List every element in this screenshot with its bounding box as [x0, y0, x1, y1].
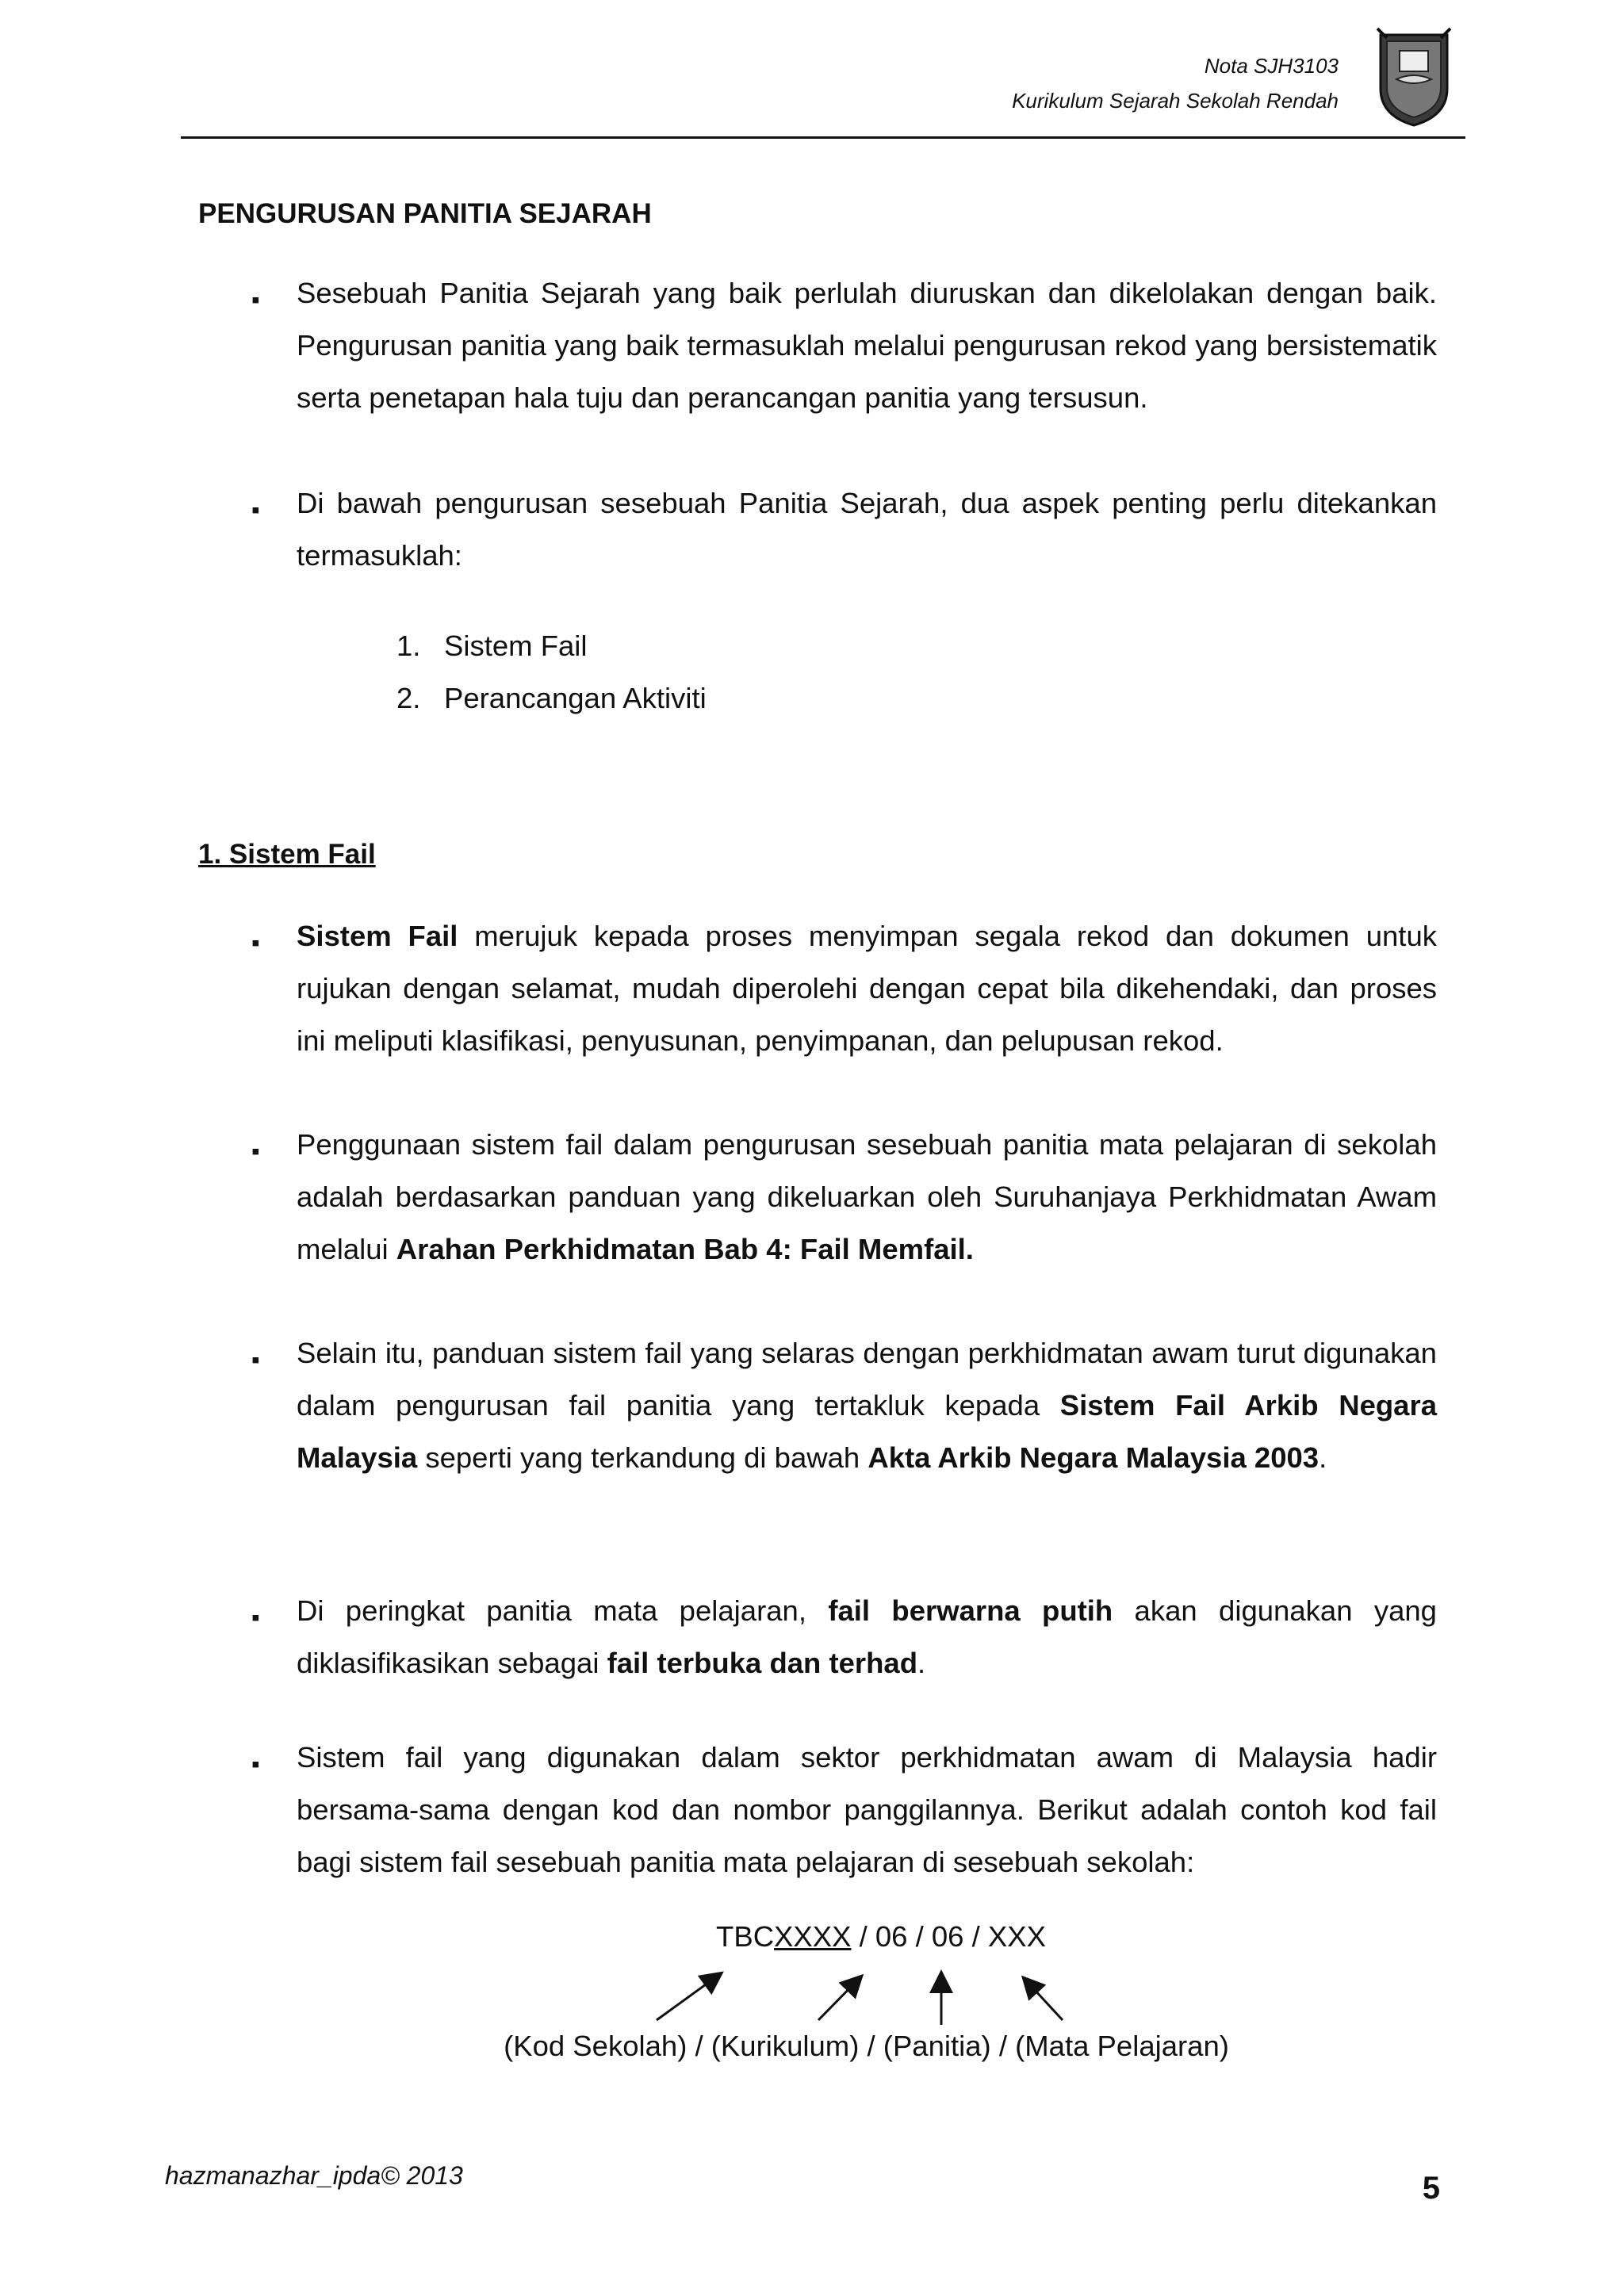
- list-label: Perancangan Aktiviti: [444, 682, 707, 714]
- intro-paragraph-2: Di bawah pengurusan sesebuah Panitia Sejarah, dua aspek penting perlu ditekankan termasuklah:: [297, 487, 1437, 572]
- arrow-icon: [1025, 1979, 1063, 2020]
- bullet-icon: ▪: [251, 497, 260, 523]
- list-number: 1.: [396, 629, 421, 662]
- list-item: [396, 672, 707, 725]
- code-legend: (Kod Sekolah) / (Kurikulum) / (Panitia) / (Mata Pelajaran): [504, 2030, 1229, 2062]
- section-paragraph-2: Penggunaan sistem fail dalam pengurusan sesebuah panitia mata pelajaran di sekolah adalah berdasarkan panduan yang dikeluarkan oleh Suruhanjaya Perkhidmatan Awam melalui Arahan Perkhidmatan Bab 4: Fail Memfail.: [297, 1128, 1437, 1265]
- footer-credit: hazmanazhar_ipda© 2013: [165, 2161, 463, 2190]
- bullet-icon: ▪: [251, 1347, 260, 1373]
- bold-term: Sistem Fail Arkib Negara Malaysia: [297, 1389, 1437, 1474]
- section-heading: 1. Sistem Fail: [198, 839, 376, 870]
- list-item: [396, 620, 707, 672]
- institution-crest-logo: [1376, 27, 1452, 128]
- page-title: PENGURUSAN PANITIA SEJARAH: [198, 198, 652, 229]
- section-paragraph-3: Selain itu, panduan sistem fail yang selaras dengan perkhidmatan awam turut digunakan dalam pengurusan fail panitia yang tertakluk kepada Sistem Fail Arkib Negara Malaysia seperti yang terkandung di bawah Akta Arkib Negara Malaysia 2003.: [297, 1337, 1437, 1474]
- section-paragraph-5: Sistem fail yang digunakan dalam sektor perkhidmatan awam di Malaysia hadir bersama-sama dengan kod dan nombor panggilannya. Berikut adalah contoh kod fail bagi sistem fail sesebuah panitia mata pelajaran di sesebuah sekolah:: [297, 1741, 1437, 1878]
- arrow-icon: [657, 1974, 720, 2020]
- list-label: Sistem Fail: [444, 629, 588, 662]
- bold-term: Akta Arkib Negara Malaysia 2003: [868, 1441, 1320, 1474]
- file-code-example: TBCXXXX / 06 / 06 / XXX: [716, 1920, 1046, 1953]
- header-course-title: Kurikulum Sejarah Sekolah Rendah: [1012, 89, 1339, 113]
- bold-term: fail berwarna putih: [828, 1594, 1113, 1627]
- header-rule: [181, 136, 1465, 139]
- page-number: 5: [1422, 2171, 1440, 2206]
- intro-paragraph-1: Sesebuah Panitia Sejarah yang baik perlulah diuruskan dan dikelolakan dengan baik. Pengurusan panitia yang baik termasuklah melalui pengurusan rekod yang bersistematik serta penetapan hala tuju dan perancangan panitia yang tersusun.: [297, 277, 1437, 414]
- header-course-code: Nota SJH3103: [1204, 54, 1339, 78]
- bullet-icon: ▪: [251, 1138, 260, 1165]
- school-code-placeholder: XXXX: [774, 1920, 852, 1953]
- code-arrows-diagram: [634, 1963, 1078, 2034]
- section-paragraph-4: Di peringkat panitia mata pelajaran, fail berwarna putih akan digunakan yang diklasifikasikan sebagai fail terbuka dan terhad.: [297, 1594, 1437, 1679]
- section-paragraph-1: Sistem Fail merujuk kepada proses menyimpan segala rekod dan dokumen untuk rujukan dengan selamat, mudah diperolehi dengan cepat bila dikehendaki, dan proses ini meliputi klasifikasi, penyusunan, penyimpanan, dan pelupusan rekod.: [297, 920, 1437, 1057]
- bullet-icon: ▪: [251, 1605, 260, 1631]
- bold-term: Arahan Perkhidmatan Bab 4: Fail Memfail.: [396, 1233, 974, 1265]
- bullet-icon: ▪: [251, 930, 260, 956]
- bullet-icon: ▪: [251, 287, 260, 313]
- list-number: 2.: [396, 682, 421, 714]
- bullet-icon: ▪: [251, 1751, 260, 1777]
- bold-term: Sistem Fail: [297, 920, 458, 952]
- aspect-list: [396, 620, 707, 725]
- arrow-icon: [818, 1977, 860, 2020]
- bold-term: fail terbuka dan terhad: [607, 1647, 918, 1679]
